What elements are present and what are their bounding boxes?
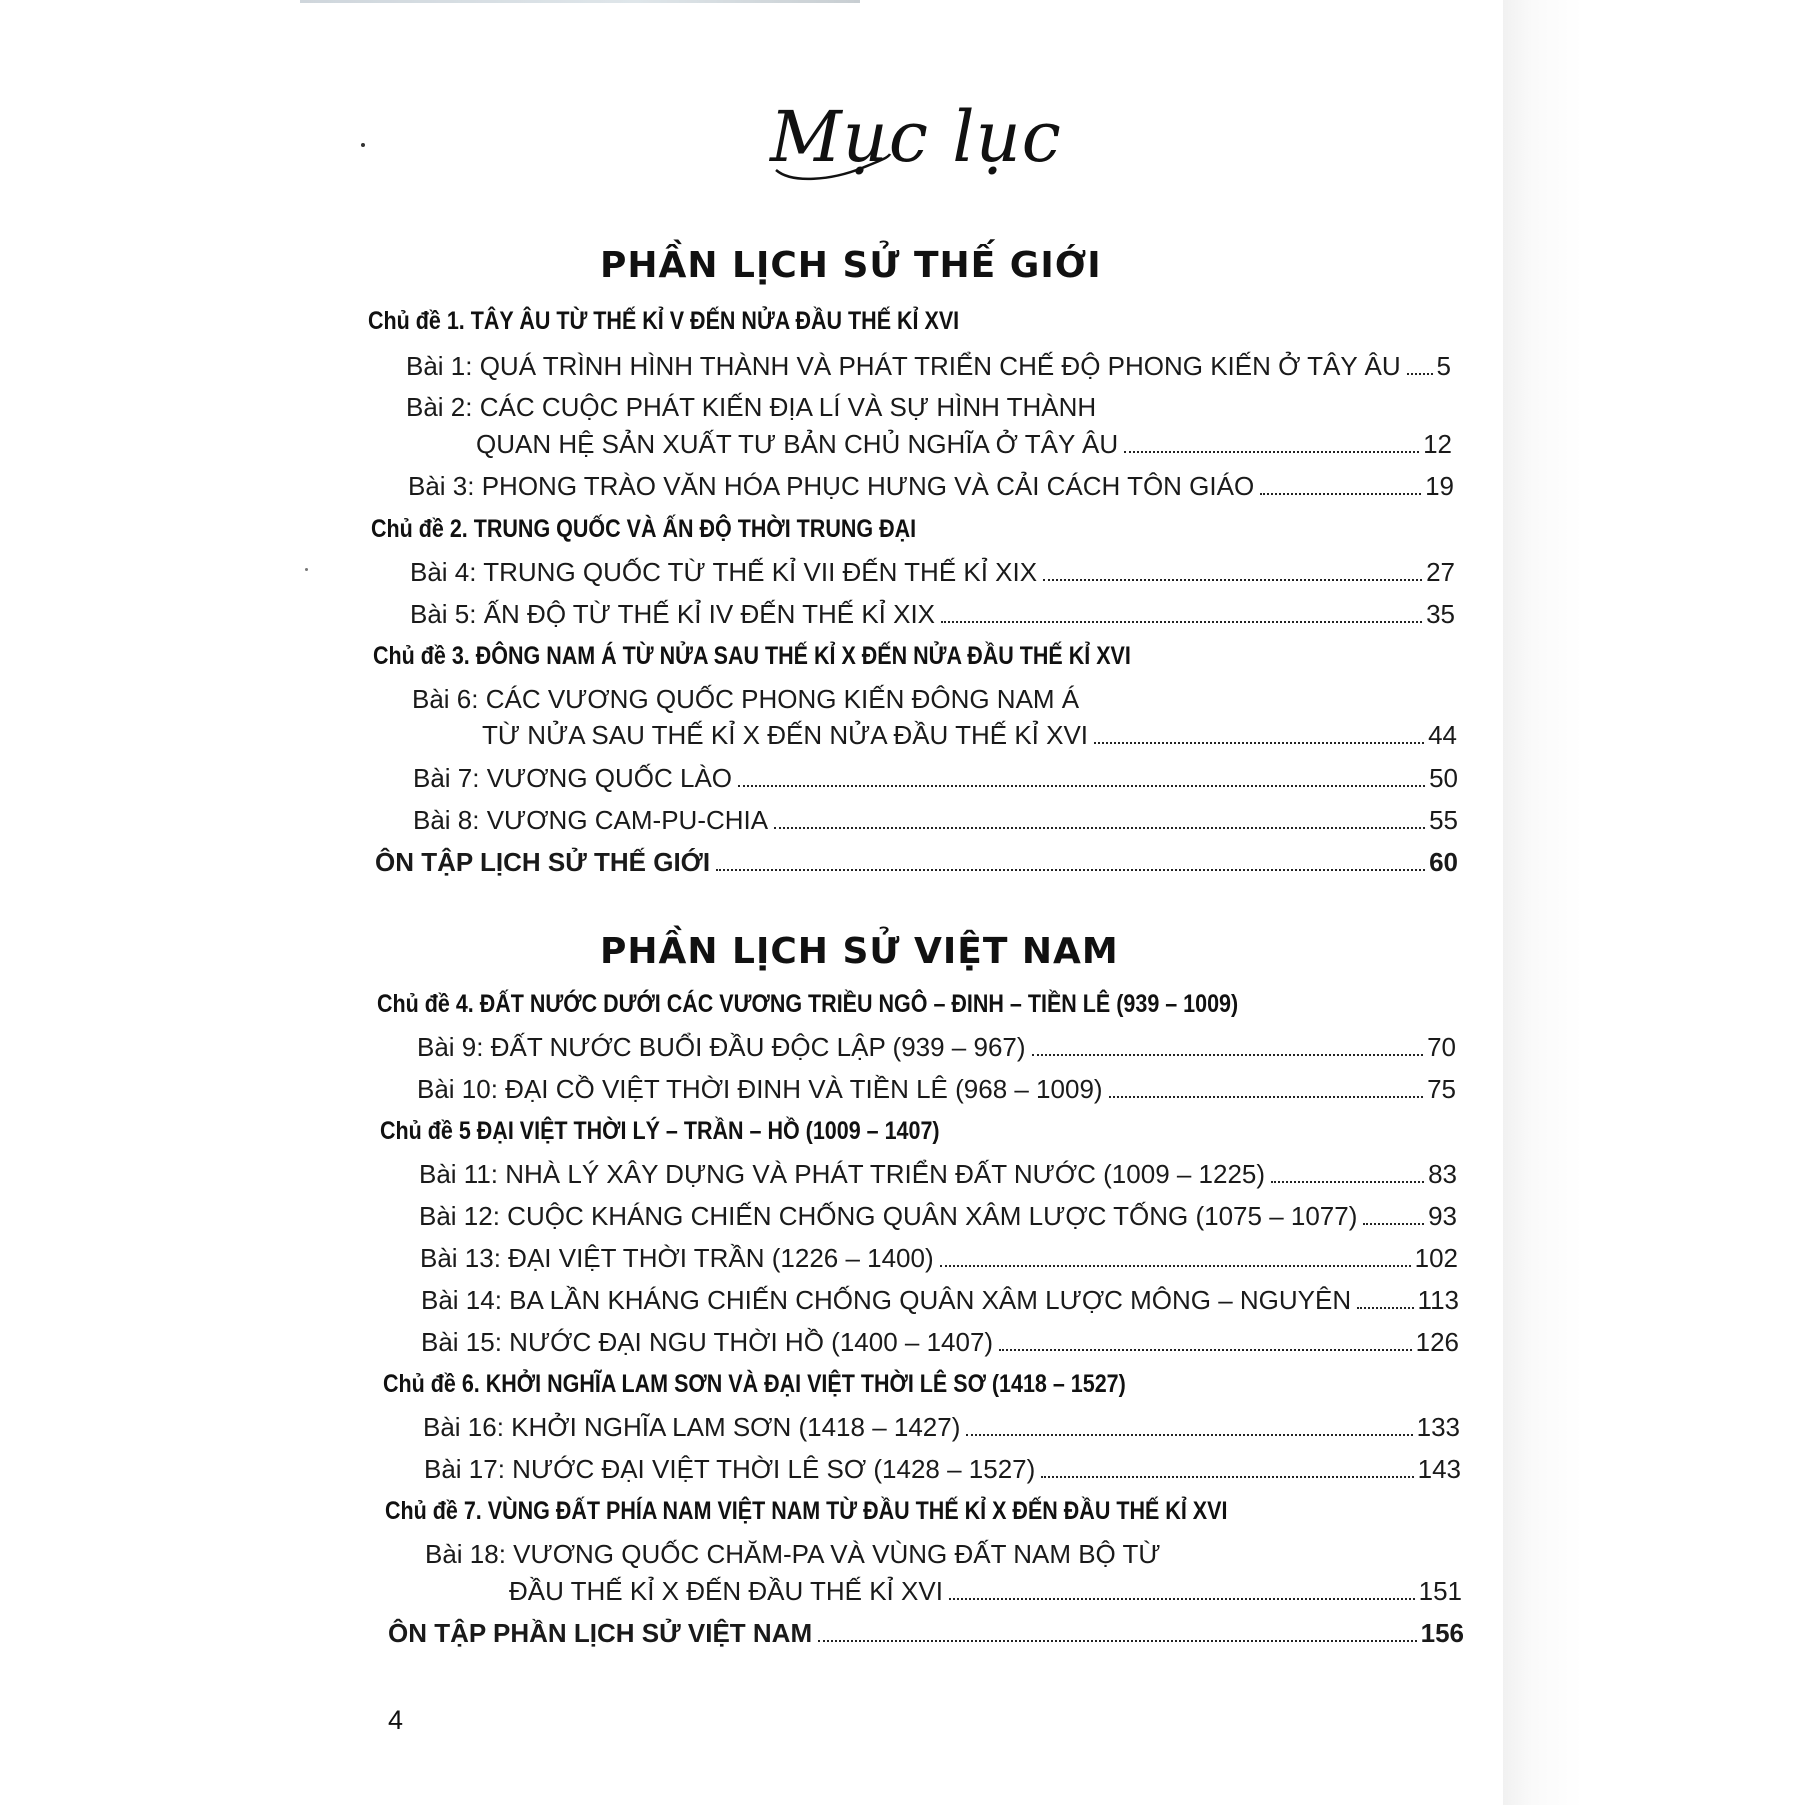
dot-leader — [1357, 1306, 1413, 1309]
entry-page: 35 — [1426, 599, 1455, 629]
topic-heading: Chủ đề 2. TRUNG QUỐC VÀ ẤN ĐỘ THỜI TRUNG ĐẠI — [371, 515, 917, 543]
entry-label: Bài 16: KHỞI NGHĨA LAM SƠN (1418 – 1427) — [423, 1412, 961, 1442]
toc-entry[interactable] — [421, 1326, 1459, 1358]
dot-leader — [716, 868, 1425, 871]
topic-heading: Chủ đề 7. VÙNG ĐẤT PHÍA NAM VIỆT NAM TỪ ĐẦU THẾ KỈ X ĐẾN ĐẦU THẾ KỈ XVI — [385, 1497, 1228, 1525]
entry-page: 19 — [1425, 471, 1454, 501]
toc-entry[interactable] — [424, 1453, 1461, 1485]
dot-leader — [1094, 741, 1424, 744]
entry-label-line1: Bài 6: CÁC VƯƠNG QUỐC PHONG KIẾN ĐÔNG NAM Á — [412, 684, 1080, 714]
dot-leader — [1109, 1095, 1424, 1098]
entry-label: ÔN TẬP LỊCH SỬ THẾ GIỚI — [375, 847, 711, 877]
entry-page: 50 — [1429, 763, 1458, 793]
entry-label: Bài 8: VƯƠNG CAM-PU-CHIA — [413, 805, 769, 835]
toc-entry[interactable] — [421, 1284, 1459, 1316]
entry-label: QUAN HỆ SẢN XUẤT TƯ BẢN CHỦ NGHĨA Ở TÂY ÂU — [476, 429, 1119, 459]
toc-entry-review[interactable] — [375, 846, 1458, 878]
page-title: Mục lục — [770, 96, 1062, 178]
entry-label: TỪ NỬA SAU THẾ KỈ X ĐẾN NỬA ĐẦU THẾ KỈ XVI — [482, 720, 1089, 750]
entry-label: ÔN TẬP PHẦN LỊCH SỬ VIỆT NAM — [388, 1618, 813, 1648]
topic-heading: Chủ đề 4. ĐẤT NƯỚC DƯỚI CÁC VƯƠNG TRIỀU NGÔ – ĐINH – TIỀN LÊ (939 – 1009) — [377, 990, 1239, 1018]
entry-page: 44 — [1428, 720, 1457, 750]
toc-entry[interactable] — [417, 1073, 1456, 1105]
entry-label: Bài 17: NƯỚC ĐẠI VIỆT THỜI LÊ SƠ (1428 – 1527) — [424, 1454, 1036, 1484]
dot-leader — [966, 1433, 1412, 1436]
toc-entry[interactable] — [419, 1200, 1457, 1232]
topic-heading: Chủ đề 5 ĐẠI VIỆT THỜI LÝ – TRẦN – HỒ (1009 – 1407) — [380, 1117, 940, 1145]
page-edge-shadow — [1503, 0, 1805, 1805]
toc-entry[interactable] — [482, 719, 1457, 751]
entry-page: 27 — [1426, 557, 1455, 587]
topic-heading: Chủ đề 3. ĐÔNG NAM Á TỪ NỬA SAU THẾ KỈ X ĐẾN NỬA ĐẦU THẾ KỈ XVI — [373, 642, 1131, 670]
dot-leader — [1041, 1475, 1413, 1478]
dot-leader — [940, 1264, 1411, 1267]
entry-page: 126 — [1415, 1327, 1459, 1357]
entry-label: Bài 9: ĐẤT NƯỚC BUỔI ĐẦU ĐỘC LẬP (939 – 967) — [417, 1032, 1026, 1062]
dot-leader — [949, 1597, 1415, 1600]
topic-heading: Chủ đề 1. TÂY ÂU TỪ THẾ KỈ V ĐẾN NỬA ĐẦU THẾ KỈ XVI — [368, 307, 960, 335]
dot-leader — [818, 1639, 1416, 1642]
dot-leader — [1363, 1222, 1424, 1225]
print-speck — [305, 568, 308, 571]
entry-label-line1: Bài 2: CÁC CUỘC PHÁT KIẾN ĐỊA LÍ VÀ SỰ HÌNH THÀNH — [406, 392, 1097, 422]
dot-leader — [1124, 450, 1419, 453]
page-top-edge — [300, 0, 860, 3]
dot-leader — [1407, 372, 1433, 375]
entry-page: 133 — [1416, 1412, 1460, 1442]
entry-page: 75 — [1427, 1074, 1456, 1104]
entry-label: Bài 5: ẤN ĐỘ TỪ THẾ KỈ IV ĐẾN THẾ KỈ XIX — [410, 599, 936, 629]
toc-entry[interactable] — [419, 1158, 1457, 1190]
entry-page: 113 — [1417, 1285, 1459, 1315]
entry-label: Bài 13: ĐẠI VIỆT THỜI TRẦN (1226 – 1400) — [420, 1243, 934, 1273]
entry-label: Bài 12: CUỘC KHÁNG CHIẾN CHỐNG QUÂN XÂM LƯỢC TỐNG (1075 – 1077) — [419, 1201, 1358, 1231]
entry-page: 5 — [1436, 351, 1451, 381]
entry-label: Bài 7: VƯƠNG QUỐC LÀO — [413, 763, 733, 793]
toc-entry[interactable] — [417, 1031, 1456, 1063]
part-heading-vietnam: PHẦN LỊCH SỬ VIỆT NAM — [600, 931, 1119, 972]
entry-page: 102 — [1414, 1243, 1458, 1273]
entry-page: 55 — [1429, 805, 1458, 835]
toc-entry[interactable] — [406, 350, 1451, 382]
dot-leader — [999, 1348, 1412, 1351]
entry-page: 12 — [1423, 429, 1452, 459]
entry-page: 151 — [1418, 1576, 1462, 1606]
dot-leader — [1260, 492, 1421, 495]
entry-label: Bài 11: NHÀ LÝ XÂY DỰNG VÀ PHÁT TRIỂN ĐẤT NƯỚC (1009 – 1225) — [419, 1159, 1266, 1189]
toc-entry[interactable] — [410, 598, 1455, 630]
toc-entry[interactable] — [423, 1411, 1460, 1443]
entry-page: 70 — [1427, 1032, 1456, 1062]
page-number: 4 — [388, 1705, 404, 1735]
entry-label: Bài 14: BA LẦN KHÁNG CHIẾN CHỐNG QUÂN XÂM LƯỢC MÔNG – NGUYÊN — [421, 1285, 1352, 1315]
entry-label: Bài 1: QUÁ TRÌNH HÌNH THÀNH VÀ PHÁT TRIỂN CHẾ ĐỘ PHONG KIẾN Ở TÂY ÂU — [406, 351, 1401, 381]
entry-page: 60 — [1429, 847, 1458, 877]
toc-entry[interactable] — [509, 1575, 1462, 1607]
entry-page: 143 — [1417, 1454, 1461, 1484]
title-swash — [772, 150, 892, 182]
dot-leader — [1271, 1180, 1424, 1183]
dot-leader — [1043, 578, 1422, 581]
dot-leader — [774, 826, 1425, 829]
toc-entry[interactable] — [413, 762, 1458, 794]
entry-label: Bài 4: TRUNG QUỐC TỪ THẾ KỈ VII ĐẾN THẾ KỈ XIX — [410, 557, 1038, 587]
entry-page: 83 — [1428, 1159, 1457, 1189]
entry-page: 93 — [1428, 1201, 1457, 1231]
topic-heading: Chủ đề 6. KHỞI NGHĨA LAM SƠN VÀ ĐẠI VIỆT THỜI LÊ SƠ (1418 – 1527) — [383, 1370, 1126, 1398]
dot-leader — [738, 784, 1425, 787]
toc-entry[interactable] — [476, 428, 1452, 460]
toc-entry[interactable] — [410, 556, 1455, 588]
dot-leader — [941, 620, 1422, 623]
toc-entry-review[interactable] — [388, 1617, 1464, 1649]
toc-entry[interactable] — [420, 1242, 1458, 1274]
toc-entry[interactable] — [413, 804, 1458, 836]
part-heading-world: PHẦN LỊCH SỬ THẾ GIỚI — [600, 245, 1102, 286]
entry-label: Bài 15: NƯỚC ĐẠI NGU THỜI HỒ (1400 – 1407) — [421, 1327, 994, 1357]
entry-label: Bài 3: PHONG TRÀO VĂN HÓA PHỤC HƯNG VÀ CẢI CÁCH TÔN GIÁO — [408, 471, 1255, 501]
print-speck — [361, 143, 365, 147]
entry-label: Bài 10: ĐẠI CỒ VIỆT THỜI ĐINH VÀ TIỀN LÊ (968 – 1009) — [417, 1074, 1103, 1104]
toc-entry[interactable] — [408, 470, 1454, 502]
entry-label: ĐẦU THẾ KỈ X ĐẾN ĐẦU THẾ KỈ XVI — [509, 1576, 943, 1606]
dot-leader — [1032, 1053, 1424, 1056]
entry-page: 156 — [1420, 1618, 1464, 1648]
entry-label-line1: Bài 18: VƯƠNG QUỐC CHĂM-PA VÀ VÙNG ĐẤT NAM BỘ TỪ — [425, 1539, 1161, 1569]
